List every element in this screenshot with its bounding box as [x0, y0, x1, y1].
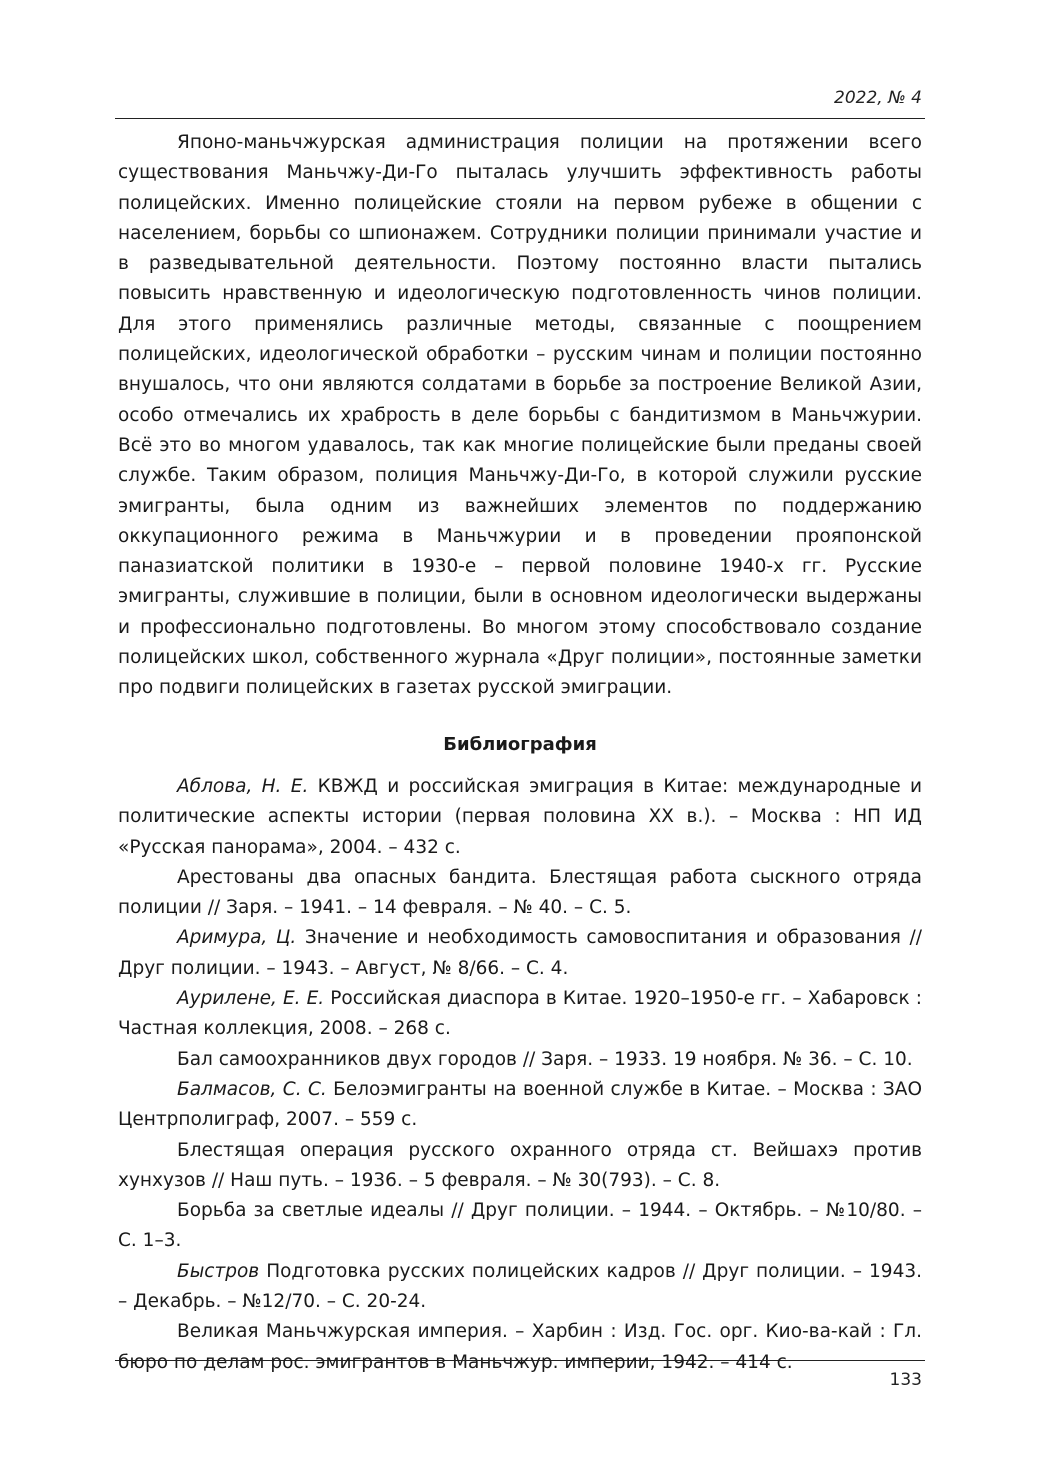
bibliography-entry	[118, 863, 922, 924]
entry-text: Подготовка русских полицейских кадров // Друг полиции. – 1943. – Декабрь. – №12/70. – С. 20-24.	[118, 1260, 922, 1312]
entry-text: Борьба за светлые идеалы // Друг полиции. – 1944. – Октябрь. – №10/80. – С. 1–3.	[118, 1200, 922, 1252]
entry-text: Бал самоохранников двух городов // Заря. – 1933. 19 ноября. № 36. – С. 10.	[177, 1048, 913, 1070]
entry-author: Аурилене, Е. Е.	[177, 988, 325, 1010]
entry-text: Значение и необходимость самовоспитания и образования // Друг полиции. – 1943. – Август, № 8/66. – С. 4.	[118, 927, 922, 979]
bibliography-entry	[118, 1257, 922, 1318]
entry-author: Аримура, Ц.	[177, 927, 297, 949]
bibliography-entry	[118, 1045, 922, 1075]
entry-text: Арестованы два опасных бандита. Блестящая работа сыскного отряда полиции // Заря. – 1941. – 14 февраля. – № 40. – С. 5.	[118, 866, 922, 919]
footer-rule	[115, 1360, 925, 1361]
bibliography-entry	[118, 984, 922, 1045]
entry-author: Балмасов, С. С.	[177, 1078, 327, 1100]
main-paragraph: Японо-маньчжурская администрация полиции на протяжении всего существования Маньчжу-Ди-Го пыталась улучшить эффективность работы полицейских. Именно полицейские стояли на первом рубеже в общении с населением, борьбы со шпионажем. Сотрудники полиции принимали участие и в разведывательной деятельности. Поэтому постоянно власти пытались повысить нравственную и идеологическую подготовленность чинов полиции. Для этого применялись различные методы, связанные с поощрением полицейских, идеологической обработки – русским чинам и полиции постоянно внушалось, что они являются солдатами в борьбе за построение Великой Азии, особо отмечались их храбрость в деле борьбы с бандитизмом в Маньчжурии. Всё это во многом удавалось, так как многие полицейские были преданы своей службе. Таким образом, полиция Маньчжу-Ди-Го, в которой служили русские эмигранты, была одним из важнейших элементов по поддержанию оккупационного режима в Маньчжурии и в проведении прояпонской паназиатской политики в 1930-е – первой половине 1940-х гг. Русские эмигранты, служившие в полиции, были в основном идеологически выдержаны и профессионально подготовлены. Во многом этому способствовало создание полицейских школ, собственного журнала «Друг полиции», постоянные заметки про подвиги полицейских в газетах русской эмиграции.	[118, 132, 922, 699]
bibliography-heading: Библиография	[443, 733, 597, 755]
entry-text: Белоэмигранты на военной службе в Китае. – Москва : ЗАО Центрполиграф, 2007. – 559 с.	[118, 1078, 923, 1131]
bibliography-entry	[118, 923, 922, 984]
entry-text: Российская диаспора в Китае. 1920–1950-е гг. – Хабаровск : Частная коллекция, 2008. – 268 с.	[118, 988, 922, 1040]
bibliography-list	[118, 772, 922, 1378]
bibliography-entry	[118, 1317, 922, 1378]
bibliography-entry	[118, 1075, 922, 1136]
header-rule	[115, 118, 925, 119]
bibliography-entry	[118, 1196, 922, 1257]
entry-text: КВЖД и российская эмиграция в Китае: международные и политические аспекты истории (первая половина XX в.). – Москва : НП ИД «Русская панорама», 2004. – 432 с.	[118, 775, 923, 858]
entry-author: Аблова, Н. Е.	[177, 775, 309, 797]
entry-text: Великая Маньчжурская империя. – Харбин : Изд. Гос. орг. Кио-ва-кай : Гл. бюро по делам рос. эмигрантов в Маньчжур. империи, 1942. – 414 с.	[118, 1321, 922, 1373]
page-number: 133	[889, 1370, 922, 1390]
page-body	[118, 128, 922, 1378]
bibliography-entry	[118, 1136, 922, 1197]
entry-author: Быстров	[177, 1260, 260, 1282]
bibliography-entry	[118, 772, 922, 863]
entry-text: Блестящая операция русского охранного отряда ст. Вейшахэ против хунхузов // Наш путь. – 1936. – 5 февраля. – № 30(793). – С. 8.	[118, 1139, 922, 1191]
issue-label: 2022, № 4	[834, 88, 922, 108]
